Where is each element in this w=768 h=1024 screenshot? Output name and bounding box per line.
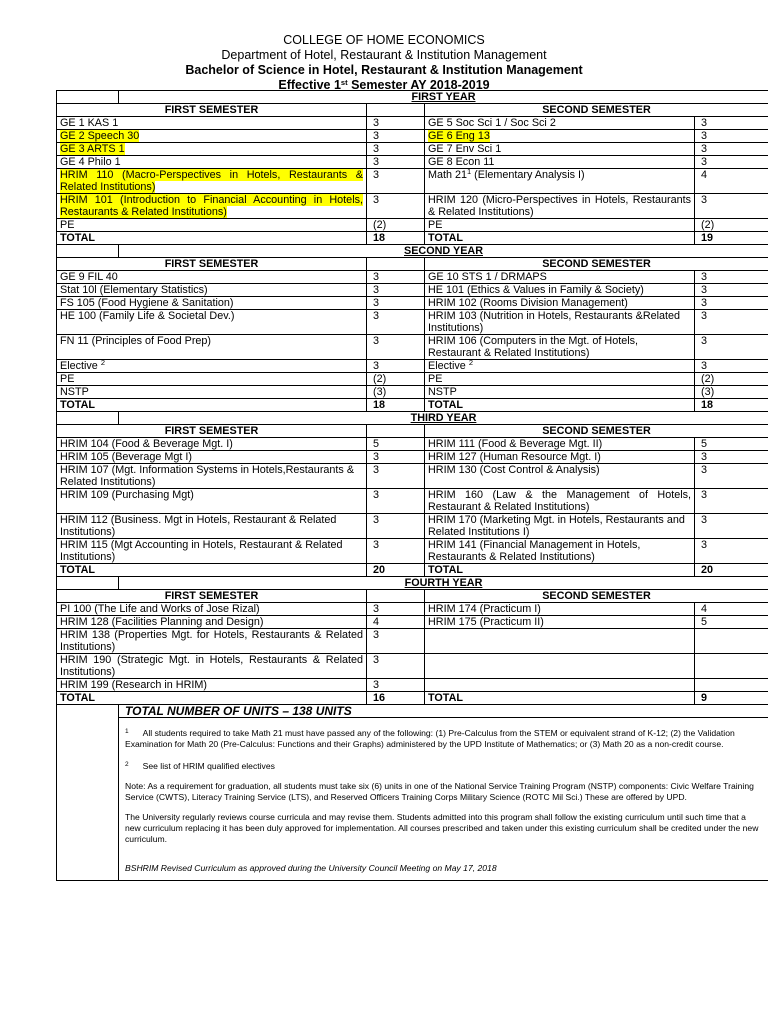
blank-cell [57, 412, 119, 425]
college-name: COLLEGE OF HOME ECONOMICS [283, 33, 485, 47]
course-name: PE [60, 219, 75, 231]
course-cell [57, 360, 367, 373]
course-name: GE 4 Philo 1 [60, 156, 121, 168]
course-name: HRIM 102 (Rooms Division Management) [428, 297, 628, 309]
units-cell: 3 [695, 360, 768, 373]
course-cell [425, 629, 695, 654]
units-cell: 4 [695, 603, 768, 616]
units-cell: 5 [367, 438, 425, 451]
total-units: 20 [695, 564, 768, 577]
course-cell [425, 616, 695, 629]
course-name: HRIM 138 (Properties Mgt. for Hotels, Restaurants & Related Institutions) [60, 629, 363, 653]
course-row [57, 489, 768, 514]
units-cell: 4 [367, 616, 425, 629]
footnote-marker: 1 [125, 728, 129, 735]
semester-header-row [57, 104, 768, 117]
second-semester-heading: SECOND SEMESTER [425, 104, 768, 117]
footnote-marker: 2 [468, 359, 473, 367]
course-cell [57, 143, 367, 156]
units-cell [695, 654, 768, 679]
blank-cell [367, 104, 425, 117]
course-cell [425, 360, 695, 373]
footnote-marker: 2 [125, 761, 129, 768]
course-cell [57, 156, 367, 169]
course-cell [425, 297, 695, 310]
course-row [57, 156, 768, 169]
course-row [57, 194, 768, 219]
program-title: Bachelor of Science in Hotel, Restaurant & Institution Management [185, 63, 583, 77]
course-row [57, 169, 768, 194]
course-row [57, 386, 768, 399]
units-cell: 3 [695, 514, 768, 539]
approval-note: BSHRIM Revised Curriculum as approved during the University Council Meeting on May 17, 2018 [125, 863, 497, 873]
course-row [57, 219, 768, 232]
footnote-text: See list of HRIM qualified electives [142, 761, 275, 771]
course-cell [425, 539, 695, 564]
course-name: HRIM 175 (Practicum II) [428, 616, 544, 628]
blank-cell [367, 425, 425, 438]
course-cell [57, 603, 367, 616]
units-cell: 3 [367, 130, 425, 143]
course-row [57, 335, 768, 360]
course-cell [425, 654, 695, 679]
total-label: TOTAL [57, 564, 367, 577]
units-cell: 3 [695, 451, 768, 464]
semester-header-row [57, 590, 768, 603]
units-cell: 3 [367, 297, 425, 310]
units-cell: (2) [695, 373, 768, 386]
total-row [57, 399, 768, 412]
total-label: TOTAL [57, 692, 367, 705]
course-cell [57, 616, 367, 629]
course-cell [57, 130, 367, 143]
year-header-row [57, 412, 768, 425]
units-cell: 3 [695, 310, 768, 335]
course-cell [57, 219, 367, 232]
course-name: HRIM 141 (Financial Management in Hotels, Restaurants & Related Institutions) [428, 539, 641, 563]
semester-header-row [57, 425, 768, 438]
course-name: PE [60, 373, 75, 385]
course-cell [425, 169, 695, 194]
course-name: HRIM 105 (Beverage Mgt I) [60, 451, 193, 463]
course-cell [425, 156, 695, 169]
year-header-row [57, 245, 768, 258]
course-name: HRIM 112 (Business. Mgt in Hotels, Restaurant & Related Institutions) [60, 514, 337, 538]
course-name: HRIM 106 (Computers in the Mgt. of Hotels, Restaurant & Related Institutions) [428, 335, 639, 359]
course-cell [57, 438, 367, 451]
grand-total-row [57, 705, 768, 718]
course-cell [425, 603, 695, 616]
total-label: TOTAL [425, 564, 695, 577]
units-cell: 3 [695, 489, 768, 514]
units-cell: 3 [695, 539, 768, 564]
units-cell: (2) [367, 373, 425, 386]
course-cell [57, 679, 367, 692]
units-cell: 4 [695, 169, 768, 194]
course-row [57, 629, 768, 654]
course-row [57, 130, 768, 143]
units-cell: 3 [367, 117, 425, 130]
course-name: NSTP [60, 386, 89, 398]
course-row [57, 603, 768, 616]
units-cell [695, 679, 768, 692]
grand-total: TOTAL NUMBER OF UNITS – 138 UNITS [119, 705, 768, 718]
course-row [57, 284, 768, 297]
course-row [57, 373, 768, 386]
course-cell [425, 438, 695, 451]
first-semester-heading: FIRST SEMESTER [57, 258, 367, 271]
course-name: HRIM 170 (Marketing Mgt. in Hotels, Restaurants and Related Institutions I) [428, 514, 685, 538]
second-semester-heading: SECOND SEMESTER [425, 590, 768, 603]
units-cell: 3 [695, 143, 768, 156]
course-cell [425, 284, 695, 297]
course-cell [425, 514, 695, 539]
course-cell [425, 679, 695, 692]
blank-cell [57, 577, 119, 590]
blank-cell [367, 590, 425, 603]
total-units: 9 [695, 692, 768, 705]
course-name: Math 21 [428, 169, 468, 181]
course-name: GE 8 Econ 11 [428, 156, 495, 168]
review-note: The University regularly reviews course curricula and may revise them. Students admitted into this program shall follow the existing curriculum until such time that a new curriculum replacing it has been duly approved for implementation. All courses prescribed and taken under this existing curriculum shall be credited under the new curriculum. [125, 812, 759, 844]
course-name: HRIM 115 (Mgt Accounting in Hotels, Restaurant & Related Institutions) [60, 539, 343, 563]
course-cell [57, 310, 367, 335]
course-cell [425, 489, 695, 514]
course-cell [57, 386, 367, 399]
footnote-marker: 1 [467, 168, 472, 176]
course-name: HRIM 110 (Macro-Perspectives in Hotels, Restaurants & Related Institutions) [60, 169, 363, 193]
total-units: 18 [695, 399, 768, 412]
course-cell [57, 464, 367, 489]
course-name: Stat 10l (Elementary Statistics) [60, 284, 208, 296]
course-cell [425, 117, 695, 130]
course-name: HRIM 107 (Mgt. Information Systems in Hotels,Restaurants & Related Institutions) [60, 464, 355, 488]
course-name: FN 11 (Principles of Food Prep) [60, 335, 212, 347]
nstp-note: Note: As a requirement for graduation, all students must take six (6) units in one of the National Service Training Program (NSTP) components: Civic Welfare Training Service (CWTS), Literacy Training Service (LTS), and Reserved Officers Training Corps Military Science (ROTC Mil Sci.) These are offered by UPD. [125, 781, 754, 802]
course-cell [425, 194, 695, 219]
course-cell [57, 169, 367, 194]
course-cell [425, 130, 695, 143]
total-row [57, 232, 768, 245]
course-cell [57, 271, 367, 284]
course-name: HRIM 190 (Strategic Mgt. in Hotels, Restaurants & Related Institutions) [60, 654, 363, 678]
year-title: SECOND YEAR [119, 245, 768, 258]
course-name: HE 101 (Ethics & Values in Family & Society) [428, 284, 644, 296]
course-cell [425, 386, 695, 399]
course-row [57, 539, 768, 564]
course-row [57, 464, 768, 489]
units-cell: 3 [367, 169, 425, 194]
course-cell [57, 629, 367, 654]
course-cell [425, 451, 695, 464]
course-name: GE 9 FIL 40 [60, 271, 118, 283]
blank-cell [367, 258, 425, 271]
course-cell [57, 373, 367, 386]
second-semester-heading: SECOND SEMESTER [425, 425, 768, 438]
course-cell [425, 271, 695, 284]
total-row [57, 692, 768, 705]
course-cell [57, 539, 367, 564]
course-name: HRIM 103 (Nutrition in Hotels, Restaurants &Related Institutions) [428, 310, 681, 334]
blank-cell [57, 705, 119, 881]
course-row [57, 143, 768, 156]
units-cell [695, 629, 768, 654]
units-cell: 3 [695, 156, 768, 169]
course-name: PE [428, 373, 443, 385]
first-semester-heading: FIRST SEMESTER [57, 425, 367, 438]
course-name: HRIM 199 (Research in HRIM) [60, 679, 207, 691]
second-semester-heading: SECOND SEMESTER [425, 258, 768, 271]
semester-header-row [57, 258, 768, 271]
notes-cell [119, 718, 768, 881]
units-cell: 3 [367, 271, 425, 284]
document-header [0, 33, 768, 93]
units-cell: (3) [367, 386, 425, 399]
units-cell: 5 [695, 616, 768, 629]
course-name-rest: (Elementary Analysis I) [471, 169, 585, 181]
total-label: TOTAL [425, 399, 695, 412]
course-name: HRIM 160 (Law & the Management of Hotels, Restaurant & Related Institutions) [428, 489, 691, 513]
units-cell: 3 [695, 130, 768, 143]
year-title: FIRST YEAR [119, 91, 768, 104]
units-cell: 3 [367, 310, 425, 335]
course-cell [57, 284, 367, 297]
course-row [57, 616, 768, 629]
course-row [57, 271, 768, 284]
units-cell: 3 [695, 297, 768, 310]
total-units: 18 [367, 399, 425, 412]
units-cell: 3 [367, 679, 425, 692]
units-cell: 3 [367, 360, 425, 373]
course-name: NSTP [428, 386, 457, 398]
course-name: GE 2 Speech 30 [60, 130, 140, 142]
units-cell: 3 [695, 335, 768, 360]
units-cell: 3 [367, 603, 425, 616]
course-row [57, 438, 768, 451]
footnote-marker: 2 [100, 359, 105, 367]
course-name: Elective [60, 360, 101, 372]
units-cell: 5 [695, 438, 768, 451]
course-name: HRIM 174 (Practicum I) [428, 603, 541, 615]
effective-date: Effective 1st Semester AY 2018-2019 [278, 78, 490, 92]
course-row [57, 514, 768, 539]
course-name: HRIM 120 (Micro-Perspectives in Hotels, Restaurants & Related Institutions) [428, 194, 691, 218]
course-cell [57, 514, 367, 539]
course-name: Elective [428, 360, 469, 372]
units-cell: 3 [695, 117, 768, 130]
units-cell: 3 [367, 194, 425, 219]
course-cell [425, 464, 695, 489]
course-row [57, 310, 768, 335]
total-label: TOTAL [57, 232, 367, 245]
course-cell [57, 117, 367, 130]
course-cell [57, 654, 367, 679]
total-label: TOTAL [425, 692, 695, 705]
course-name: PE [428, 219, 443, 231]
footnote-2 [125, 759, 762, 772]
first-semester-heading: FIRST SEMESTER [57, 104, 367, 117]
course-name: HRIM 109 (Purchasing Mgt) [60, 489, 194, 501]
units-cell: 3 [367, 629, 425, 654]
units-cell: (2) [695, 219, 768, 232]
course-name: GE 7 Env Sci 1 [428, 143, 502, 155]
total-units: 18 [367, 232, 425, 245]
course-name: HRIM 111 (Food & Beverage Mgt. II) [428, 438, 603, 450]
blank-cell [57, 91, 119, 104]
year-title: THIRD YEAR [119, 412, 768, 425]
notes-row [57, 718, 768, 881]
units-cell: 3 [695, 194, 768, 219]
total-units: 19 [695, 232, 768, 245]
course-name: GE 6 Eng 13 [428, 130, 490, 142]
course-row [57, 451, 768, 464]
course-name: GE 10 STS 1 / DRMAPS [428, 271, 547, 283]
units-cell: 3 [367, 156, 425, 169]
course-name: GE 5 Soc Sci 1 / Soc Sci 2 [428, 117, 556, 129]
units-cell: 3 [695, 284, 768, 297]
course-cell [57, 451, 367, 464]
total-units: 16 [367, 692, 425, 705]
units-cell: 3 [367, 539, 425, 564]
course-row [57, 654, 768, 679]
course-row [57, 117, 768, 130]
course-cell [425, 335, 695, 360]
total-label: TOTAL [57, 399, 367, 412]
department-name: Department of Hotel, Restaurant & Institution Management [221, 48, 547, 62]
course-name: HRIM 128 (Facilities Planning and Design) [60, 616, 264, 628]
units-cell: 3 [695, 464, 768, 489]
total-label: TOTAL [425, 232, 695, 245]
course-name: FS 105 (Food Hygiene & Sanitation) [60, 297, 234, 309]
first-semester-heading: FIRST SEMESTER [57, 590, 367, 603]
units-cell: (3) [695, 386, 768, 399]
course-row [57, 679, 768, 692]
year-title: FOURTH YEAR [119, 577, 768, 590]
course-cell [425, 143, 695, 156]
course-cell [57, 335, 367, 360]
footnote-1 [125, 726, 762, 750]
units-cell: 3 [367, 654, 425, 679]
course-name: HRIM 104 (Food & Beverage Mgt. I) [60, 438, 233, 450]
course-cell [57, 489, 367, 514]
course-row [57, 297, 768, 310]
units-cell: 3 [695, 271, 768, 284]
course-name: PI 100 (The Life and Works of Jose Rizal) [60, 603, 260, 615]
blank-cell [57, 245, 119, 258]
units-cell: 3 [367, 514, 425, 539]
course-name: HRIM 101 (Introduction to Financial Accounting in Hotels, Restaurants & Related Institutions) [60, 194, 363, 218]
units-cell: 3 [367, 464, 425, 489]
course-cell [57, 194, 367, 219]
course-row [57, 360, 768, 373]
year-header-row [57, 577, 768, 590]
footnote-text: All students required to take Math 21 must have passed any of the following: (1) Pre-Calculus from the STEM or equivalent strand of K-12; (2) the Validation Examination for Math 20 (Pre-Calculus: Functions and their Graphs) administered by the UPD Institute of Mathematics; or (3) Math 20 as a non-credit course. [125, 728, 735, 749]
year-header-row [57, 91, 768, 104]
units-cell: 3 [367, 143, 425, 156]
course-name: GE 1 KAS 1 [60, 117, 119, 129]
units-cell: 3 [367, 284, 425, 297]
curriculum-table [56, 90, 768, 881]
total-units: 20 [367, 564, 425, 577]
course-name: GE 3 ARTS 1 [60, 143, 125, 155]
course-cell [425, 373, 695, 386]
units-cell: 3 [367, 335, 425, 360]
course-cell [425, 310, 695, 335]
units-cell: 3 [367, 451, 425, 464]
units-cell: (2) [367, 219, 425, 232]
course-cell [57, 297, 367, 310]
total-row [57, 564, 768, 577]
course-name: HE 100 (Family Life & Societal Dev.) [60, 310, 235, 322]
course-name: HRIM 127 (Human Resource Mgt. I) [428, 451, 601, 463]
course-cell [425, 219, 695, 232]
course-name: HRIM 130 (Cost Control & Analysis) [428, 464, 600, 476]
units-cell: 3 [367, 489, 425, 514]
